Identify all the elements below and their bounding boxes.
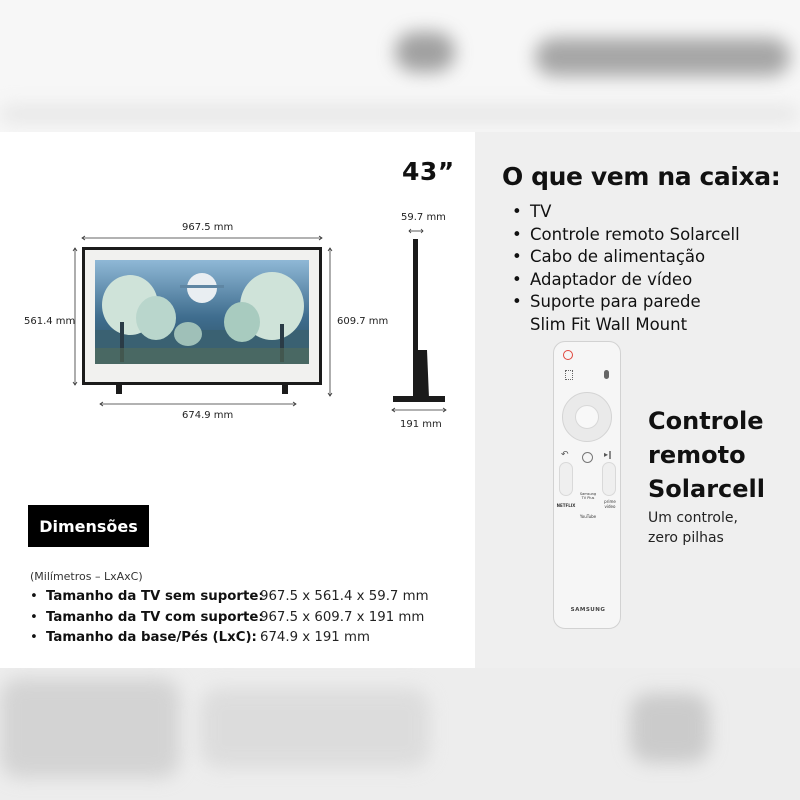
base-depth-label: 191 mm [400,419,442,430]
dimensions-badge: Dimensões [28,505,149,547]
mic-icon [604,370,609,379]
dpad-center [575,405,599,429]
youtube-button: YouTube [579,514,597,519]
volume-rocker [559,462,573,496]
height-with-stand-label: 609.7 mm [337,316,389,327]
list-item-continuation: Slim Fit Wall Mount [530,314,688,334]
blurred-header-band [0,0,800,132]
netflix-button: NETFLIX [556,503,576,508]
dimension-specs-list [30,587,429,649]
back-icon: ↶ [561,450,569,460]
list-item: • Cabo de alimentação [512,247,706,266]
spec-row: • Tamanho da TV com suporte:967.5 x 609.7 x 191 mm [30,609,425,625]
power-icon [563,350,573,360]
tv-front-view-diagram [60,230,360,415]
list-item: • Controle remoto Solarcell [512,224,740,244]
remote-brand: SAMSUNG [570,607,606,613]
home-icon [582,452,593,463]
remote-subtitle: Um controle, zero pilhas [648,510,738,546]
box-contents-title: O que vem na caixa: [502,162,781,191]
width-label: 967.5 mm [182,222,234,233]
base-width-label: 674.9 mm [182,410,234,421]
spec-row: • Tamanho da base/Pés (LxC): 674.9 x 191 mm [30,630,370,645]
depth-label: 59.7 mm [401,212,446,223]
unit-note: (Milímetros – LxAxC) [30,570,143,583]
solarcell-remote-image [553,341,621,629]
dpad-ring [562,392,612,442]
channel-rocker [602,462,616,496]
prime-button: prime video [604,499,616,509]
spec-row: • Tamanho da TV sem suporte:967.5 x 561.4 x 59.7 mm [30,589,429,604]
settings-icon [565,370,573,380]
list-item: • Adaptador de vídeo [512,269,693,289]
box-contents-list [512,201,740,336]
height-without-stand-label: 561.4 mm [24,316,76,327]
tv-side-view-diagram [385,222,455,422]
blurred-footer-band [0,668,800,800]
tvplus-button: Samsung TV Plus [579,492,597,500]
list-item: • TV [512,202,552,221]
play-pause-icon: ▸‖ [604,450,613,459]
list-item: • Suporte para parede Slim Fit Wall Mount [512,291,740,336]
tv-size-label: 43” [402,157,455,186]
remote-title: Controle remoto Solarcell [648,407,765,503]
